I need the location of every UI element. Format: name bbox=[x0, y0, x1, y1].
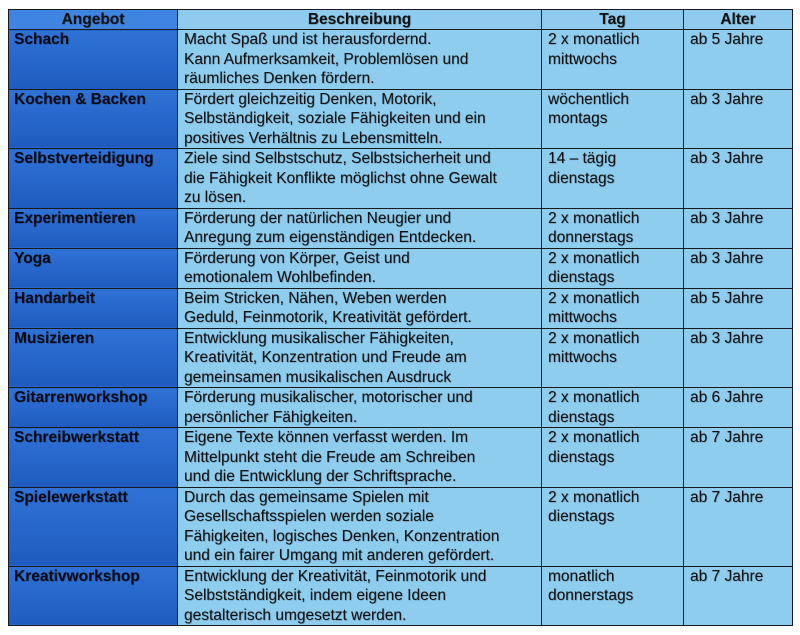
table-row bbox=[9, 487, 793, 566]
offer-description bbox=[178, 566, 542, 626]
offer-description bbox=[178, 248, 542, 288]
offer-age: ab 3 Jahre bbox=[684, 208, 793, 248]
offer-age: ab 5 Jahre bbox=[684, 30, 793, 90]
description-line: Selbständigkeit, soziale Fähigkeiten und ein bbox=[184, 110, 486, 127]
description-line: Mittelpunkt steht die Freude am Schreiben bbox=[184, 448, 476, 466]
offer-day bbox=[542, 566, 684, 626]
day-line: wöchentlich bbox=[548, 90, 629, 108]
table-row bbox=[9, 208, 793, 248]
offer-name: Experimentieren bbox=[9, 208, 178, 248]
offer-day bbox=[542, 388, 684, 428]
table-header-row bbox=[9, 10, 793, 30]
description-line: positives Verhältnis zu Lebensmitteln. bbox=[184, 129, 443, 147]
day-line: dienstags bbox=[548, 169, 615, 187]
header-alter: Alter bbox=[684, 10, 793, 30]
day-line: dienstags bbox=[548, 508, 615, 525]
table-row bbox=[9, 89, 793, 149]
description-line: Selbstständigkeit, indem eigene Ideen bbox=[184, 587, 446, 604]
description-line: Fähigkeiten, logisches Denken, Konzentration bbox=[184, 527, 500, 545]
description-line: und die Entwicklung der Schriftsprache. bbox=[184, 468, 457, 485]
day-line: dienstags bbox=[548, 448, 615, 466]
description-line: Förderung der natürlichen Neugier und bbox=[184, 209, 452, 227]
day-line: donnerstags bbox=[548, 587, 634, 604]
description-line: Gesellschaftsspielen werden soziale bbox=[184, 508, 434, 525]
description-line: Fördert gleichzeitig Denken, Motorik, bbox=[184, 90, 437, 108]
day-line: 2 x monatlich bbox=[548, 389, 640, 406]
table-row bbox=[9, 30, 793, 90]
day-line: 2 x monatlich bbox=[548, 488, 640, 506]
table-row bbox=[9, 428, 793, 488]
offer-age: ab 7 Jahre bbox=[684, 487, 793, 566]
description-line: die Fähigkeit Konflikte möglichst ohne Gewalt bbox=[184, 169, 497, 187]
description-line: emotionalem Wohlbefinden. bbox=[184, 269, 376, 286]
offer-name: Schach bbox=[9, 30, 178, 90]
description-line: Förderung musikalischer, motorischer und bbox=[184, 389, 473, 406]
day-line: monatlich bbox=[548, 567, 615, 585]
offer-age: ab 5 Jahre bbox=[684, 288, 793, 328]
description-line: Kreativität, Konzentration und Freude am bbox=[184, 349, 467, 366]
description-line: gestalterisch umgesetzt werden. bbox=[184, 606, 407, 624]
offer-name: Musizieren bbox=[9, 328, 178, 388]
offer-name: Selbstverteidigung bbox=[9, 149, 178, 209]
description-line: Ziele sind Selbstschutz, Selbstsicherheit und bbox=[184, 150, 491, 167]
offer-day bbox=[542, 89, 684, 149]
offer-day bbox=[542, 149, 684, 209]
offer-description bbox=[178, 89, 542, 149]
description-line: Macht Spaß und ist herausfordernd. bbox=[184, 31, 432, 48]
offer-description bbox=[178, 288, 542, 328]
description-line: Anregung zum eigenständigen Entdecken. bbox=[184, 229, 477, 246]
offer-age: ab 3 Jahre bbox=[684, 149, 793, 209]
header-angebot: Angebot bbox=[9, 10, 178, 30]
offer-table bbox=[8, 9, 793, 626]
description-line: Beim Stricken, Nähen, Weben werden bbox=[184, 289, 447, 307]
offer-day bbox=[542, 328, 684, 388]
description-line: Geduld, Feinmotorik, Kreativität gefördert. bbox=[184, 309, 472, 326]
offer-age: ab 7 Jahre bbox=[684, 566, 793, 626]
day-line: 2 x monatlich bbox=[548, 429, 640, 446]
offer-age: ab 3 Jahre bbox=[684, 89, 793, 149]
header-beschreibung: Beschreibung bbox=[178, 10, 542, 30]
offer-day bbox=[542, 30, 684, 90]
offer-description bbox=[178, 428, 542, 488]
offer-table-wrapper bbox=[8, 9, 792, 626]
offer-description bbox=[178, 30, 542, 90]
description-line: persönlicher Fähigkeiten. bbox=[184, 408, 358, 426]
description-line: gemeinsamen musikalischen Ausdruck bbox=[184, 368, 452, 386]
offer-name: Yoga bbox=[9, 248, 178, 288]
table-row bbox=[9, 388, 793, 428]
offer-age: ab 3 Jahre bbox=[684, 328, 793, 388]
table-row bbox=[9, 288, 793, 328]
description-line: Entwicklung der Kreativität, Feinmotorik und bbox=[184, 567, 487, 585]
table-row bbox=[9, 566, 793, 626]
offer-name: Spielewerkstatt bbox=[9, 487, 178, 566]
description-line: Förderung von Körper, Geist und bbox=[184, 249, 410, 267]
offer-description bbox=[178, 149, 542, 209]
table-row bbox=[9, 149, 793, 209]
offer-name: Handarbeit bbox=[9, 288, 178, 328]
offer-description bbox=[178, 328, 542, 388]
description-line: zu lösen. bbox=[184, 189, 247, 206]
offer-day bbox=[542, 428, 684, 488]
day-line: montags bbox=[548, 110, 608, 127]
offer-day bbox=[542, 487, 684, 566]
day-line: 14 – tägig bbox=[548, 150, 617, 167]
offer-name: Schreibwerkstatt bbox=[9, 428, 178, 488]
offer-description bbox=[178, 208, 542, 248]
offer-day bbox=[542, 248, 684, 288]
offer-name: Kreativworkshop bbox=[9, 566, 178, 626]
table-body bbox=[9, 30, 793, 626]
day-line: 2 x monatlich bbox=[548, 329, 640, 347]
description-line: Kann Aufmerksamkeit, Problemlösen und bbox=[184, 50, 469, 68]
offer-age: ab 7 Jahre bbox=[684, 428, 793, 488]
table-row bbox=[9, 248, 793, 288]
description-line: räumliches Denken fördern. bbox=[184, 70, 375, 87]
offer-age: ab 6 Jahre bbox=[684, 388, 793, 428]
description-line: Durch das gemeinsame Spielen mit bbox=[184, 488, 429, 506]
offer-name: Gitarrenworkshop bbox=[9, 388, 178, 428]
day-line: 2 x monatlich bbox=[548, 289, 640, 307]
offer-day bbox=[542, 208, 684, 248]
day-line: donnerstags bbox=[548, 229, 634, 246]
day-line: mittwochs bbox=[548, 50, 617, 68]
day-line: 2 x monatlich bbox=[548, 31, 640, 48]
day-line: mittwochs bbox=[548, 349, 617, 366]
offer-day bbox=[542, 288, 684, 328]
offer-name: Kochen & Backen bbox=[9, 89, 178, 149]
offer-age: ab 3 Jahre bbox=[684, 248, 793, 288]
offer-description bbox=[178, 388, 542, 428]
description-line: und ein fairer Umgang mit anderen gefördert. bbox=[184, 547, 495, 564]
day-line: 2 x monatlich bbox=[548, 249, 640, 267]
offer-description bbox=[178, 487, 542, 566]
day-line: 2 x monatlich bbox=[548, 209, 640, 227]
description-line: Entwicklung musikalischer Fähigkeiten, bbox=[184, 329, 454, 347]
table-row bbox=[9, 328, 793, 388]
day-line: dienstags bbox=[548, 269, 615, 286]
header-tag: Tag bbox=[542, 10, 684, 30]
day-line: mittwochs bbox=[548, 309, 617, 326]
description-line: Eigene Texte können verfasst werden. Im bbox=[184, 429, 469, 446]
day-line: dienstags bbox=[548, 408, 615, 426]
